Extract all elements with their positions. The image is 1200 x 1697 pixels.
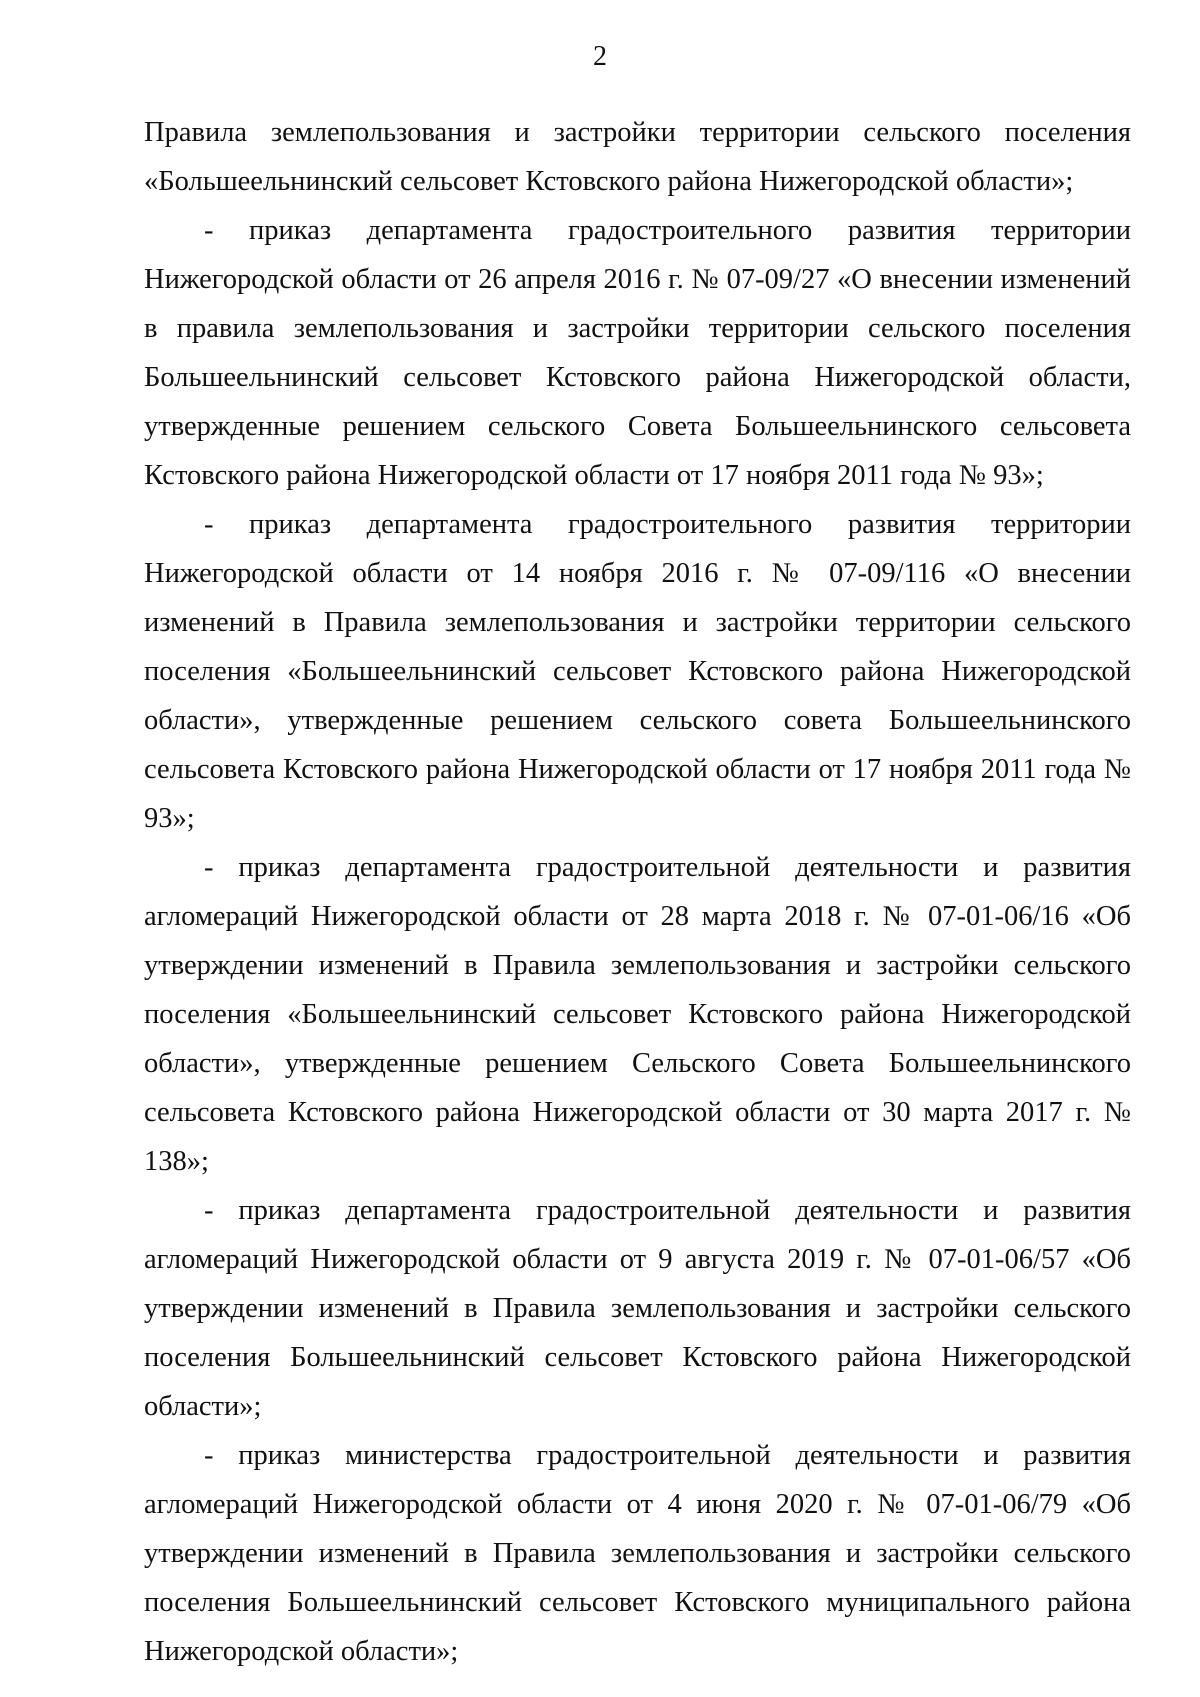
document-body: [144, 108, 1131, 1676]
list-item-order-2018-march: - приказ департамента градостроительной деятельности и развития агломераций Нижегородской области от 28 марта 2018 г. № 07-01-06/16 «Об утверждении изменений в Правила землепользования и застройки сельского поселения «Большеельнинский сельсовет Кстовского района Нижегородской области», утвержденные решением Сельского Совета Большеельнинского сельсовета Кстовского района Нижегородской области от 30 марта 2017 г. № 138»;: [144, 852, 1131, 1177]
list-item-order-2020-june: - приказ министерства градостроительной деятельности и развития агломераций Нижегородской области от 4 июня 2020 г. № 07-01-06/79 «Об утверждении изменений в Правила землепользования и застройки сельского поселения Большеельнинский сельсовет Кстовского муниципального района Нижегородской области»;: [144, 1440, 1131, 1667]
list-item-order-2019-august: - приказ департамента градостроительной деятельности и развития агломераций Нижегородской области от 9 августа 2019 г. № 07-01-06/57 «Об утверждении изменений в Правила землепользования и застройки сельского поселения Большеельнинский сельсовет Кстовского района Нижегородской области»;: [144, 1195, 1131, 1422]
list-item-order-2016-november: - приказ департамента градостроительного развития территории Нижегородской области от 14 ноября 2016 г. № 07-09/116 «О внесении изменений в Правила землепользования и застройки территории сельского поселения «Большеельнинский сельсовет Кстовского района Нижегородской области», утвержденные решением сельского совета Большеельнинского сельсовета Кстовского района Нижегородской области от 17 ноября 2011 года № 93»;: [144, 509, 1131, 834]
list-item-order-2016-april: - приказ департамента градостроительного развития территории Нижегородской области от 26 апреля 2016 г. № 07-09/27 «О внесении изменений в правила землепользования и застройки территории сельского поселения Большеельнинский сельсовет Кстовского района Нижегородской области, утвержденные решением сельского Совета Большеельнинского сельсовета Кстовского района Нижегородской области от 17 ноября 2011 года № 93»;: [144, 215, 1131, 491]
paragraph-continuation: Правила землепользования и застройки территории сельского поселения «Большеельнинский сельсовет Кстовского района Нижегородской области»;: [144, 117, 1131, 197]
page-number: 2: [593, 41, 607, 72]
